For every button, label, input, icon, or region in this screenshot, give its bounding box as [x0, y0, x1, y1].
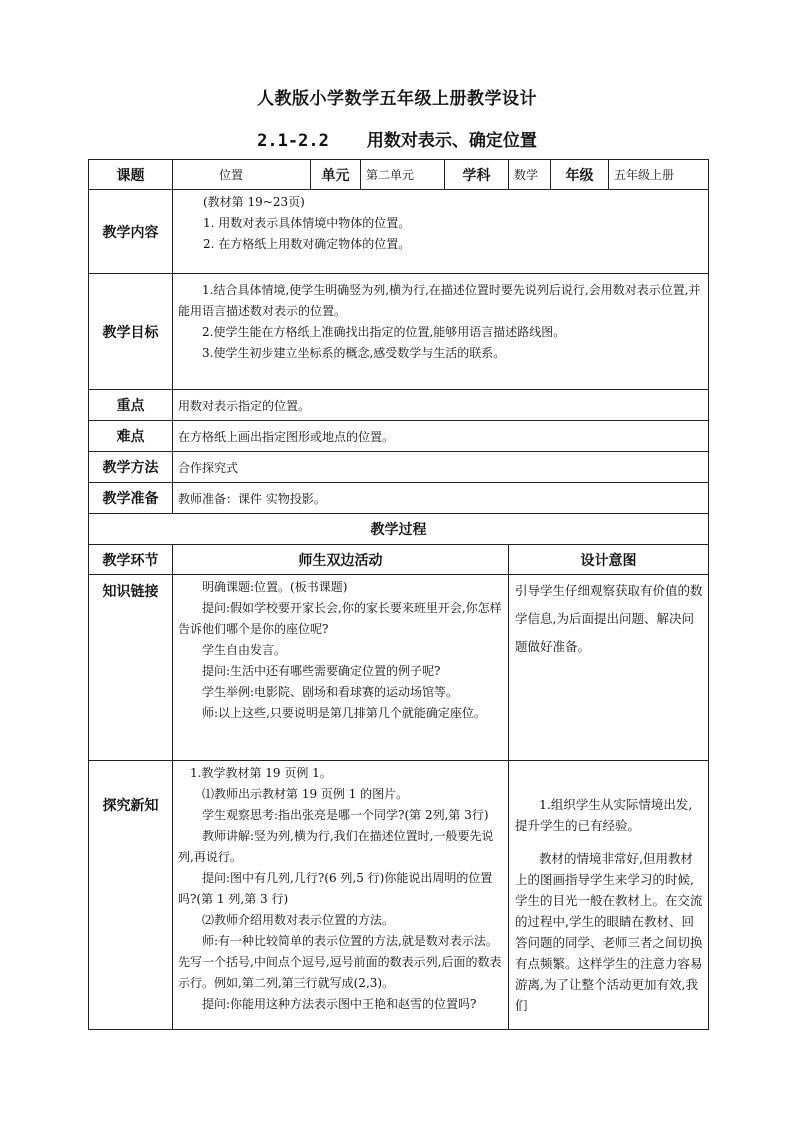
activity-line: ⑴教师出示教材第 19 页例 1 的图片。 — [202, 787, 409, 801]
activity-line: ⑵教师介绍用数对表示位置的方法。 — [202, 913, 395, 927]
process-row — [89, 761, 709, 1030]
activity-line: 教师讲解:竖为列,横为行,我们在描述位置时,一般要先说列,再说行。 — [178, 829, 494, 864]
activity-line: 1.教学教材第 19 页例 1。 — [190, 766, 332, 780]
key-point-value: 用数对表示指定的位置。 — [173, 390, 709, 421]
difficulty-label: 难点 — [89, 421, 173, 452]
stage-column-header: 教学环节 — [89, 545, 173, 575]
goal-line: 2.使学生能在方格纸上准确找出指定的位置,能够用语言描述路线图。 — [202, 325, 566, 339]
activity-line: 学生观察思考:指出张亮是哪一个同学?(第 2列,第 3行) — [202, 808, 489, 822]
activity-column-header: 师生双边活动 — [173, 545, 509, 575]
activity-line: 师:以上这些,只要说明是第几排第几个就能确定座位。 — [202, 706, 486, 720]
prep-row — [89, 483, 709, 514]
method-row — [89, 452, 709, 483]
lesson-plan-table — [88, 159, 709, 1030]
key-point-label: 重点 — [89, 390, 173, 421]
unit-value: 第二单元 — [361, 160, 445, 190]
topic-label: 课题 — [89, 160, 173, 190]
activity-line: 提问:你能用这种方法表示图中王艳和赵雪的位置吗? — [202, 997, 477, 1011]
intent-column-header: 设计意图 — [509, 545, 709, 575]
content-line: 1. 用数对表示具体情境中物体的位置。 — [203, 216, 411, 230]
intent-cell: 引导学生仔细观察获取有价值的数学信息,为后面提出问题、解决问题做好准备。 — [509, 575, 709, 761]
difficulty-row — [89, 421, 709, 452]
unit-label: 单元 — [311, 160, 361, 190]
content-row — [89, 190, 709, 274]
goals-body — [173, 274, 709, 390]
intent-cell — [509, 761, 709, 1030]
stage-explore-new: 探究新知 — [89, 761, 173, 1030]
goal-line: 1.结合具体情境,使学生明确竖为列,横为行,在描述位置时要先说列后说行,会用数对表示位置,并能用语言描述数对表示的位置。 — [178, 283, 701, 318]
info-row — [89, 160, 709, 190]
process-heading: 教学过程 — [89, 514, 709, 545]
subject-label: 学科 — [445, 160, 509, 190]
goal-line: 3.使学生初步建立坐标系的概念,感受数学与生活的联系。 — [202, 346, 506, 360]
topic-value: 位置 — [173, 160, 311, 190]
grade-value: 五年级上册 — [609, 160, 709, 190]
content-line: (教材第 19~23页) — [203, 195, 305, 209]
intent-line: 1.组织学生从实际情境出发,提升学生的已有经验。 — [515, 796, 693, 833]
document-title: 人教版小学数学五年级上册教学设计 — [257, 89, 537, 109]
lesson-title: 用数对表示、确定位置 — [366, 131, 537, 151]
activity-line: 提问:假如学校要开家长会,你的家长要来班里开会,你怎样告诉他们哪个是你的座位呢? — [178, 601, 502, 636]
method-label: 教学方法 — [89, 452, 173, 483]
content-label: 教学内容 — [89, 190, 173, 274]
content-line: 2. 在方格纸上用数对确定物体的位置。 — [203, 237, 411, 251]
content-body — [173, 190, 709, 274]
prep-label: 教学准备 — [89, 483, 173, 514]
grade-label: 年级 — [551, 160, 609, 190]
lesson-number: 2.1-2.2 — [257, 131, 329, 151]
activity-line: 提问:生活中还有哪些需要确定位置的例子呢? — [202, 664, 441, 678]
goals-label: 教学目标 — [89, 274, 173, 390]
activity-cell — [173, 761, 509, 1030]
intent-line: 教材的情境非常好,但用教材上的图画指导学生来学习的时候,学生的目光一般在教材上。在交流的过程中,学生的眼睛在教材、回答问题的同学、老师三者之间切换有点频繁。这样学生的注意力容易游离,为了让整个活动更加有效,我们 — [515, 851, 703, 1013]
key-point-row — [89, 390, 709, 421]
prep-value: 教师准备：课件 实物投影。 — [173, 483, 709, 514]
activity-line: 明确课题:位置。(板书课题) — [202, 580, 348, 594]
activity-line: 师:有一种比较简单的表示位置的方法,就是数对表示法。先写一个括号,中间点个逗号,逗号前面的数表示列,后面的数表示行。例如,第二列,第三行就写成(2,3)。 — [178, 934, 502, 990]
activity-line: 学生举例:电影院、剧场和看球赛的运动场馆等。 — [202, 685, 459, 699]
process-header-row — [89, 545, 709, 575]
process-row — [89, 575, 709, 761]
goals-row — [89, 274, 709, 390]
process-heading-row — [89, 514, 709, 545]
difficulty-value: 在方格纸上画出指定图形或地点的位置。 — [173, 421, 709, 452]
activity-line: 学生自由发言。 — [202, 643, 287, 657]
lesson-heading — [0, 126, 794, 151]
activity-cell — [173, 575, 509, 761]
activity-line: 提问:图中有几列,几行?(6 列,5 行)你能说出周明的位置吗?(第 1 列,第 3 行) — [178, 871, 493, 906]
method-value: 合作探究式 — [173, 452, 709, 483]
stage-knowledge-link: 知识链接 — [89, 575, 173, 761]
subject-value: 数学 — [509, 160, 551, 190]
